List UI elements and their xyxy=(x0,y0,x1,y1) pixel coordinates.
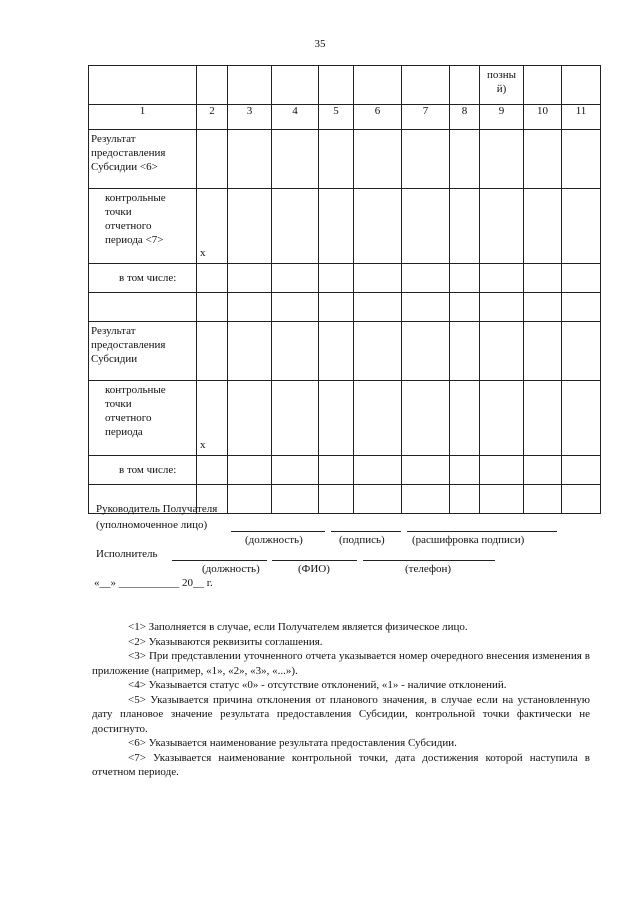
data-cell[interactable] xyxy=(319,322,354,381)
footnote: <7> Указывается наименование контрольной точки, дата достижения которой наступила в отчетном периоде. xyxy=(92,751,590,778)
data-cell[interactable] xyxy=(480,130,524,189)
row-label: контрольные точки отчетного периода xyxy=(89,381,197,456)
data-cell[interactable] xyxy=(450,456,480,485)
column-number: 7 xyxy=(402,105,450,130)
data-cell[interactable] xyxy=(354,293,402,322)
x-mark-cell[interactable]: x xyxy=(197,381,228,456)
table-row xyxy=(89,130,601,189)
column-number: 8 xyxy=(450,105,480,130)
data-cell[interactable] xyxy=(450,130,480,189)
data-cell[interactable] xyxy=(562,381,601,456)
data-cell[interactable] xyxy=(480,381,524,456)
data-cell[interactable] xyxy=(354,322,402,381)
data-cell[interactable] xyxy=(524,130,562,189)
table-row xyxy=(89,293,601,322)
executor-label: Исполнитель xyxy=(96,548,158,560)
data-cell[interactable] xyxy=(354,485,402,514)
table-row xyxy=(89,264,601,293)
footnotes xyxy=(92,620,590,780)
x-mark-cell[interactable] xyxy=(197,322,228,381)
column-number: 11 xyxy=(562,105,601,130)
data-cell[interactable] xyxy=(562,322,601,381)
footnote: <3> При представлении уточненного отчета указывается номер очередного внесения изменения в приложение (например, «1», «2», «3», «...»). xyxy=(92,650,590,677)
column-number: 1 xyxy=(89,105,197,130)
caption-position2: (должность) xyxy=(202,563,260,575)
data-cell[interactable] xyxy=(562,130,601,189)
x-mark-cell[interactable] xyxy=(197,293,228,322)
head-label-line1: Руководитель Получателя xyxy=(96,503,218,515)
data-cell[interactable] xyxy=(272,322,319,381)
executor-phone-line[interactable] xyxy=(363,560,495,561)
caption-signature: (подпись) xyxy=(339,534,385,546)
column-number: 5 xyxy=(319,105,354,130)
data-cell[interactable] xyxy=(402,322,450,381)
data-cell[interactable] xyxy=(354,130,402,189)
row-label: Результат предоставления Субсидии xyxy=(89,322,197,381)
data-cell[interactable] xyxy=(319,456,354,485)
data-cell[interactable] xyxy=(272,293,319,322)
column-number: 4 xyxy=(272,105,319,130)
row-label: Результат предоставления Субсидии <6> xyxy=(89,130,197,189)
caption-fio: (ФИО) xyxy=(298,563,330,575)
data-cell[interactable] xyxy=(524,189,562,264)
position-line[interactable] xyxy=(231,531,325,532)
page-number: 35 xyxy=(314,38,326,50)
data-cell[interactable] xyxy=(480,322,524,381)
header-continuation-text: позны й) xyxy=(480,66,524,105)
row-label xyxy=(89,293,197,322)
data-cell[interactable] xyxy=(272,456,319,485)
data-cell[interactable] xyxy=(228,322,272,381)
data-cell[interactable] xyxy=(450,264,480,293)
data-cell[interactable] xyxy=(272,264,319,293)
caption-position: (должность) xyxy=(245,534,303,546)
x-mark-cell[interactable] xyxy=(197,264,228,293)
x-mark-cell[interactable]: x xyxy=(197,189,228,264)
data-cell[interactable] xyxy=(272,381,319,456)
column-number: 10 xyxy=(524,105,562,130)
column-number: 6 xyxy=(354,105,402,130)
data-cell[interactable] xyxy=(450,485,480,514)
data-cell[interactable] xyxy=(450,293,480,322)
data-cell[interactable] xyxy=(402,485,450,514)
data-cell[interactable] xyxy=(354,381,402,456)
data-cell[interactable] xyxy=(562,456,601,485)
data-cell[interactable] xyxy=(354,456,402,485)
x-mark-cell[interactable] xyxy=(197,456,228,485)
footnote: <4> Указывается статус «0» - отсутствие отклонений, «1» - наличие отклонений. xyxy=(128,679,507,691)
data-cell[interactable] xyxy=(524,264,562,293)
data-cell[interactable] xyxy=(524,456,562,485)
data-cell[interactable] xyxy=(402,130,450,189)
data-cell[interactable] xyxy=(480,293,524,322)
data-cell[interactable] xyxy=(402,381,450,456)
head-label-line2: (уполномоченное лицо) xyxy=(96,519,208,531)
column-number: 9 xyxy=(480,105,524,130)
data-cell[interactable] xyxy=(402,264,450,293)
table-row xyxy=(89,381,601,456)
data-cell[interactable] xyxy=(228,264,272,293)
report-table xyxy=(88,65,601,514)
footnote: <5> Указывается причина отклонения от планового значения, в случае если на установленную дату плановое значение результата предоставления Субсидии, контрольной точки фактически не достигнуто. xyxy=(92,693,590,735)
date-line: «__» ___________ 20__ г. xyxy=(94,577,213,589)
x-mark-cell[interactable] xyxy=(197,130,228,189)
data-cell[interactable] xyxy=(480,264,524,293)
data-cell[interactable] xyxy=(319,264,354,293)
data-cell[interactable] xyxy=(450,381,480,456)
transcript-line[interactable] xyxy=(407,531,557,532)
row-label: контрольные точки отчетного периода <7> xyxy=(89,189,197,264)
data-cell[interactable] xyxy=(402,293,450,322)
data-cell[interactable] xyxy=(524,381,562,456)
caption-transcript: (расшифровка подписи) xyxy=(412,534,525,546)
row-label: в том числе: xyxy=(89,264,197,293)
data-cell[interactable] xyxy=(319,130,354,189)
footnote: <6> Указывается наименование результата предоставления Субсидии. xyxy=(128,737,457,749)
table-row xyxy=(89,322,601,381)
data-cell[interactable] xyxy=(562,485,601,514)
data-cell[interactable] xyxy=(450,322,480,381)
column-number-row xyxy=(89,105,601,130)
table-row xyxy=(89,456,601,485)
caption-phone: (телефон) xyxy=(405,563,452,575)
data-cell[interactable] xyxy=(524,293,562,322)
signature-line[interactable] xyxy=(331,531,401,532)
data-cell[interactable] xyxy=(228,293,272,322)
data-cell[interactable] xyxy=(319,189,354,264)
data-cell[interactable] xyxy=(562,189,601,264)
data-cell[interactable] xyxy=(450,189,480,264)
data-cell[interactable] xyxy=(272,189,319,264)
column-number: 2 xyxy=(197,105,228,130)
table-row xyxy=(89,189,601,264)
data-cell[interactable] xyxy=(228,189,272,264)
data-cell[interactable] xyxy=(228,485,272,514)
data-cell[interactable] xyxy=(354,264,402,293)
footnote: <1> Заполняется в случае, если Получателем является физическое лицо. xyxy=(128,621,468,633)
data-cell[interactable] xyxy=(228,456,272,485)
executor-fio-line[interactable] xyxy=(272,560,357,561)
data-cell[interactable] xyxy=(480,189,524,264)
data-cell[interactable] xyxy=(562,264,601,293)
table-body xyxy=(89,130,601,514)
data-cell[interactable] xyxy=(402,456,450,485)
data-cell[interactable] xyxy=(272,130,319,189)
data-cell[interactable] xyxy=(402,189,450,264)
data-cell[interactable] xyxy=(354,189,402,264)
footnote: <2> Указываются реквизиты соглашения. xyxy=(128,635,323,648)
data-cell[interactable] xyxy=(319,381,354,456)
data-cell[interactable] xyxy=(480,456,524,485)
data-cell[interactable] xyxy=(524,485,562,514)
header-continuation-row xyxy=(89,66,601,105)
data-cell[interactable] xyxy=(228,381,272,456)
data-cell[interactable] xyxy=(480,485,524,514)
column-number: 3 xyxy=(228,105,272,130)
data-cell[interactable] xyxy=(524,322,562,381)
executor-position-line[interactable] xyxy=(172,560,267,561)
row-label: в том числе: xyxy=(89,456,197,485)
data-cell[interactable] xyxy=(319,485,354,514)
data-cell[interactable] xyxy=(562,293,601,322)
data-cell[interactable] xyxy=(228,130,272,189)
data-cell[interactable] xyxy=(272,485,319,514)
data-cell[interactable] xyxy=(319,293,354,322)
